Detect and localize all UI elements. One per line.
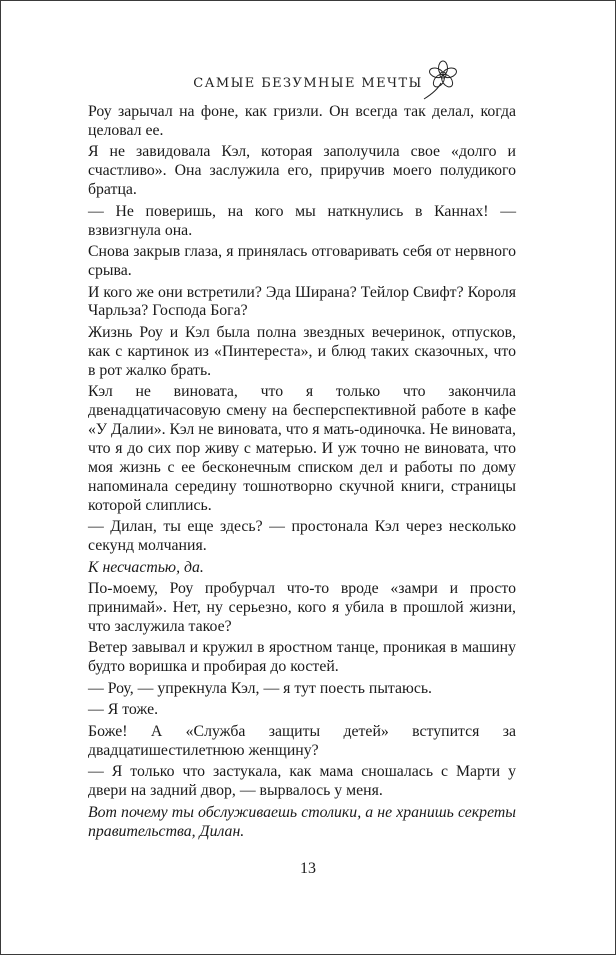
paragraph-italic: Вот почему ты обслуживаешь столики, а не хранишь секреты правительства, Дилан. bbox=[88, 803, 516, 840]
paragraph-italic: К несчастью, да. bbox=[88, 558, 204, 576]
paragraph: Я не завидовала Кэл, которая заполучила свое «долго и счастливо». Она заслужила его, приручив моего полудикого братца. bbox=[88, 143, 516, 199]
paragraph: — Дилан, ты еще здесь? — простонала Кэл через несколько секунд молчания. bbox=[88, 518, 516, 555]
paragraph: — Роу, — упрекнула Кэл, — я тут поесть пытаюсь. bbox=[88, 679, 433, 697]
paragraph: Кэл не виновата, что я только что закончила двенадцатичасовую смену на бесперспективной работе в кафе «У Далии». Кэл не виновата, что я мать-одиночка. Не виновата, что я до сих пор живу с матерью. И уж точно не виновата, что моя жизнь с ее бесконечным списком дел и работы по дому напоминала середину тошнотворно скучной книги, страницы которой слиплись. bbox=[88, 383, 517, 514]
page-number: 13 bbox=[300, 860, 316, 877]
paragraph: — Не поверишь, на кого мы наткнулись в Каннах! — взвизгнула она. bbox=[88, 202, 516, 239]
paragraph: По-моему, Роу пробурчал что-то вроде «замри и просто принимай». Нет, ну серьезно, кого я убила в прошлой жизни, что заслужила такое? bbox=[88, 580, 516, 635]
paragraph: Жизнь Роу и Кэл была полна звездных вечеринок, отпусков, как с картинок из «Пинтереста», и блюд таких сказочных, что в рот жалко брать. bbox=[88, 323, 516, 379]
paragraph: Снова закрыв глаза, я принялась отговаривать себя от нервного срыва. bbox=[88, 243, 516, 280]
body-text bbox=[88, 103, 516, 844]
paragraph: Роу зарычал на фоне, как гризли. Он всегда так делал, когда целовал ее. bbox=[88, 103, 516, 139]
paragraph: — Я тоже. bbox=[88, 701, 159, 719]
paragraph: Боже! А «Служба защиты детей» вступится за двадцатишестилетнюю женщину? bbox=[88, 722, 516, 759]
paragraph: — Я только что застукала, как мама сношалась с Марти у двери на задний двор, — вырвалось у меня. bbox=[88, 763, 516, 800]
paragraph: И кого же они встретили? Эда Ширана? Тейлор Свифт? Короля Чарльза? Господа Бога? bbox=[88, 283, 516, 320]
paragraph: Ветер завывал и кружил в яростном танце, проникая в машину будто воришка и пробирая до костей. bbox=[88, 639, 516, 676]
running-title: САМЫЕ БЕЗУМНЫЕ МЕЧТЫ bbox=[193, 76, 423, 91]
